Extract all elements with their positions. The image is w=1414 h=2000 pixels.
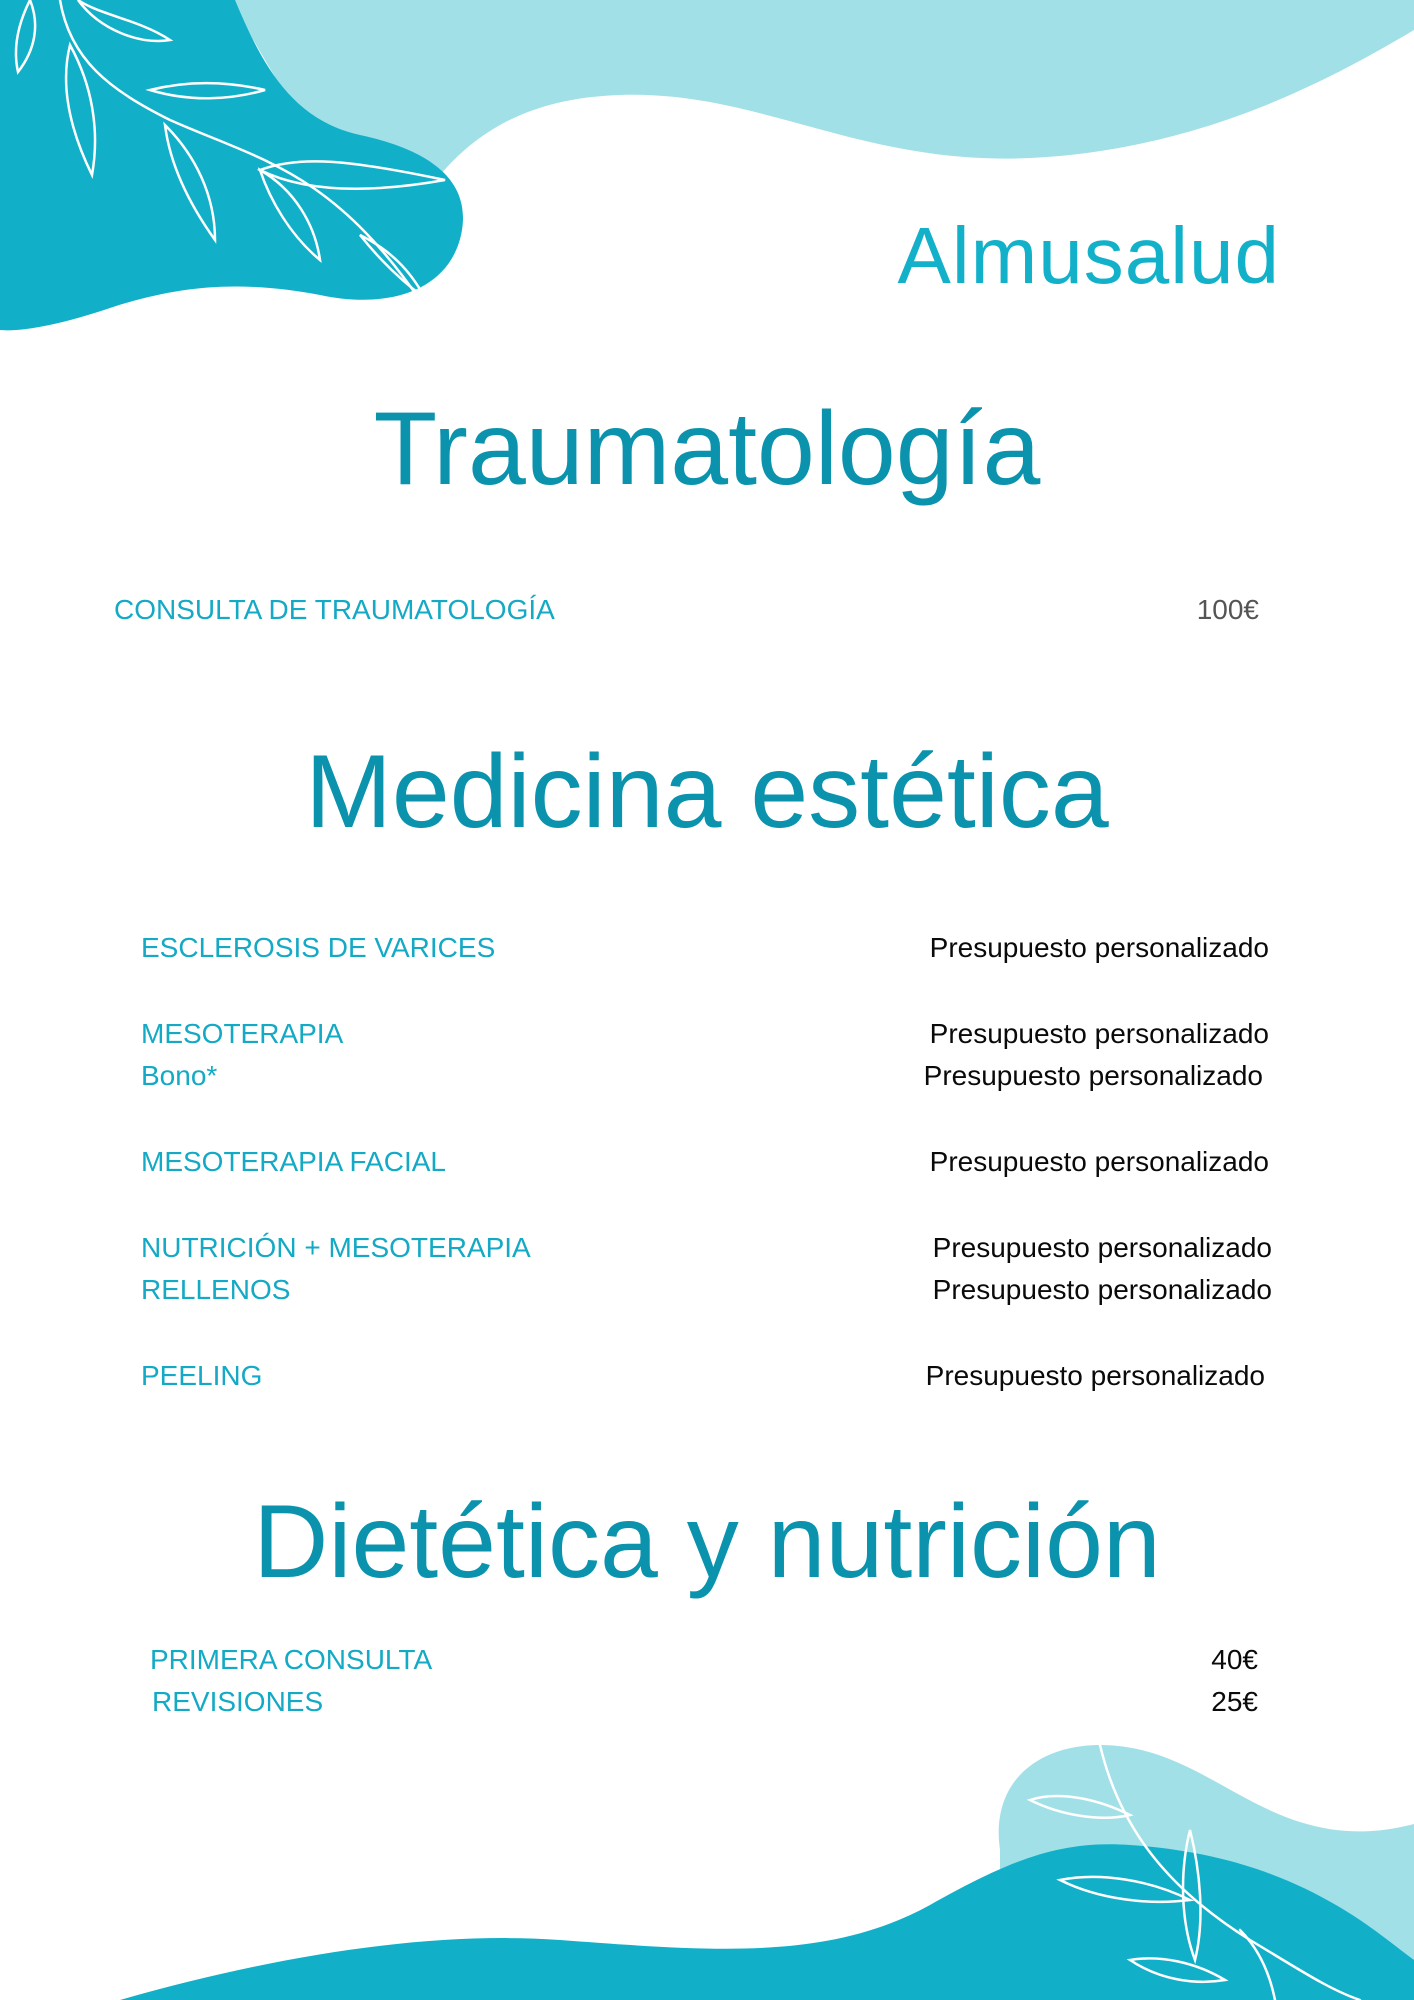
service-price: Presupuesto personalizado [929, 1146, 1269, 1177]
service-label: MESOTERAPIA [141, 1018, 344, 1049]
service-price: Presupuesto personalizado [932, 1274, 1272, 1305]
section-title-medicina-estetica: Medicina estética [305, 734, 1109, 850]
service-label: CONSULTA DE TRAUMATOLOGÍA [114, 594, 555, 625]
service-price: Presupuesto personalizado [929, 1018, 1269, 1049]
brand-logo-text: Almusalud [897, 211, 1280, 300]
service-label: NUTRICIÓN + MESOTERAPIA [141, 1232, 531, 1263]
top-light-wave [230, 0, 1414, 175]
section-title-traumatologia: Traumatología [373, 391, 1041, 507]
service-price: 100€ [1196, 594, 1259, 625]
service-price: 25€ [1211, 1686, 1258, 1717]
service-price: Presupuesto personalizado [925, 1360, 1265, 1391]
service-label: ESCLEROSIS DE VARICES [141, 932, 496, 963]
service-price: Presupuesto personalizado [929, 932, 1269, 963]
service-price: 40€ [1211, 1644, 1258, 1675]
section-title-dietetica-nutricion: Dietética y nutrición [253, 1484, 1161, 1600]
service-price: Presupuesto personalizado [932, 1232, 1272, 1263]
service-label: MESOTERAPIA FACIAL [141, 1146, 446, 1177]
service-label: REVISIONES [152, 1686, 324, 1717]
service-label: Bono* [141, 1060, 218, 1091]
service-price: Presupuesto personalizado [923, 1060, 1263, 1091]
service-label: RELLENOS [141, 1274, 291, 1305]
service-label: PEELING [141, 1360, 263, 1391]
service-label: PRIMERA CONSULTA [150, 1644, 433, 1675]
